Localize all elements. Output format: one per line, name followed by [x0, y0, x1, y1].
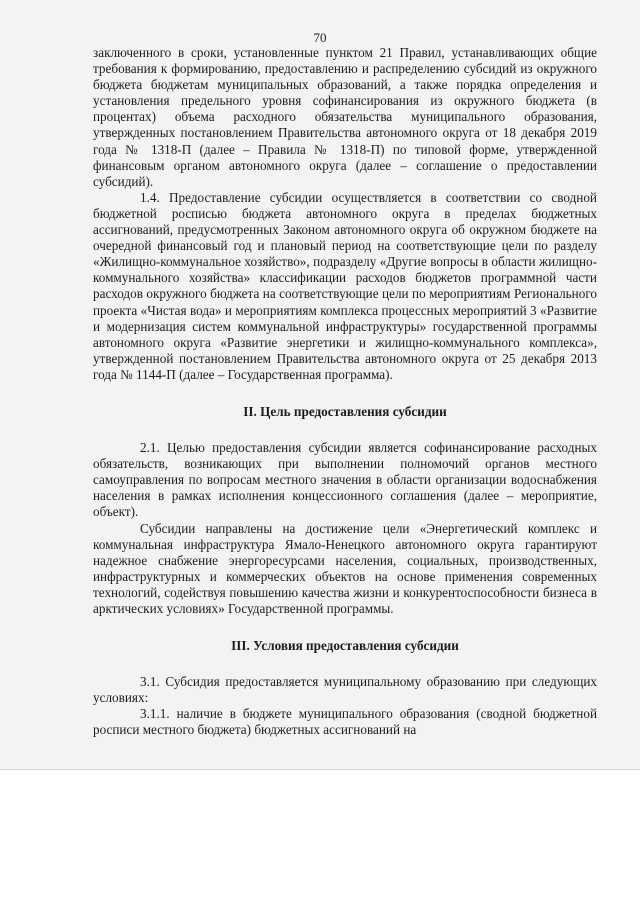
paragraph-3-1-1: 3.1.1. наличие в бюджете муниципального образования (сводной бюджетной росписи местного бюджета) бюджетных ассигнований на — [93, 706, 597, 738]
paragraph-2-1: 2.1. Целью предоставления субсидии является софинансирование расходных обязательств, возникающих при выполнении полномочий органов местного самоуправления по вопросам местного значения в области организации водоснабжения населения в рамках исполнения концессионного соглашения (далее – мероприятие, объект). — [93, 440, 597, 520]
spacer — [93, 420, 597, 440]
spacer — [93, 383, 597, 404]
paragraph-continuation: заключенного в сроки, установленные пунктом 21 Правил, устанавливающих общие требования к формированию, предоставлению и распределению субсидий из окружного бюджета бюджетам муниципальных образований, а также порядка определения и установления предельного уровня софинансирования из окружного бюджета (в процентах) объема расходного обязательства муниципального образования, утвержденных постановлением Правительства автономного округа от 18 декабря 2019 года № 1318-П (далее – Правила № 1318-П) по типовой форме, утвержденной финансовым органом автономного округа (далее – соглашение о предоставлении субсидий). — [93, 45, 597, 189]
section-heading-3: III. Условия предоставления субсидии — [231, 638, 459, 654]
spacer — [93, 654, 597, 674]
document-body — [93, 45, 597, 739]
spacer — [93, 617, 597, 638]
scan-edge-divider — [0, 769, 640, 770]
section-heading-2: II. Цель предоставления субсидии — [243, 403, 447, 419]
paragraph-3-1: 3.1. Субсидия предоставляется муниципальному образованию при следующих условиях: — [93, 674, 597, 706]
page-number: 70 — [313, 30, 327, 45]
paragraph-1-4: 1.4. Предоставление субсидии осуществляется в соответствии со сводной бюджетной росписью бюджета автономного округа в пределах бюджетных ассигнований, предусмотренных Законом автономного округа об окружном бюджете на очередной финансовый год и плановый период на соответствующие цели по разделу «Жилищно-коммунальное хозяйство», подразделу «Другие вопросы в области жилищно-коммунального хозяйства» классификации расходов бюджетов программной части расходов окружного бюджета на соответствующие цели по мероприятиям Регионального проекта «Чистая вода» и мероприятиям комплекса процессных мероприятий 3 «Развитие и модернизация систем коммунальной инфраструктуры» государственной программы автономного округа «Развитие энергетики и жилищно-коммунального комплекса», утвержденной постановлением Правительства автономного округа от 25 декабря 2013 года № 1144-П (далее – Государственная программа). — [93, 189, 597, 382]
paragraph-subsidy-goal: Субсидии направлены на достижение цели «Энергетический комплекс и коммунальная инфраструктура Ямало-Ненецкого автономного округа гарантируют надежное снабжение энергоресурсами населения, социальных, производственных, инфраструктурных и коммерческих объектов на основе применения современных технологий, содействуя повышению качества жизни и конкурентоспособности бизнеса в арктических условиях» Государственной программы. — [93, 520, 597, 616]
